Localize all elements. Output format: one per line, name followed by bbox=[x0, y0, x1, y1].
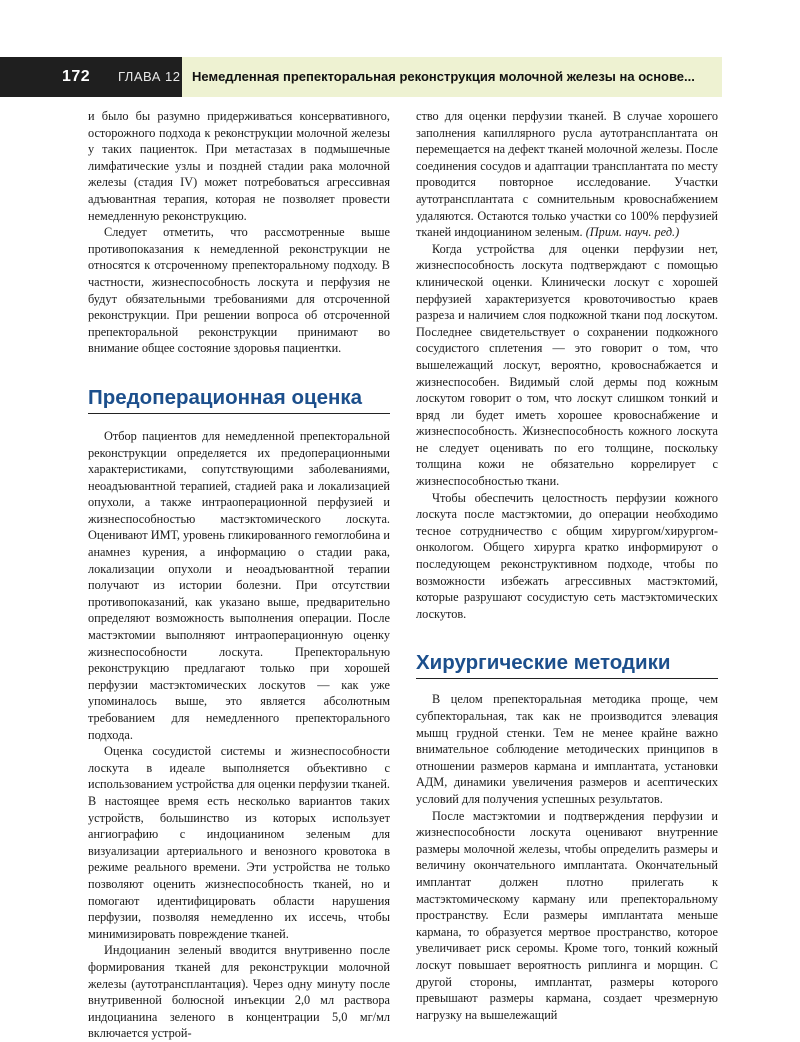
right-column bbox=[416, 108, 718, 1023]
paragraph: и было бы разумно придерживаться консервативного, осторожного подхода к реконструкции молочной железы у таких пациенток. При метастазах в подмышечные лимфатические узлы и поздней стадии рака молочной железы (стадия IV) может потребоваться агрессивная адъювантная терапия, которая не позволяет провести немедленную реконструкцию. bbox=[88, 109, 390, 223]
paragraph: В целом препекторальная методика проще, чем субпекторальная, так как не производится элевация мышц грудной стенки. Тем не менее крайне важно внимательное соблюдение методических принципов в отношении размеров кармана и имплантата, установки АДМ, динамики увеличения размеров и асептических условий для получения успешных результатов. bbox=[416, 692, 718, 806]
paragraph bbox=[416, 108, 718, 241]
paragraph: После мастэктомии и подтверждения перфузии и жизнеспособности лоскута оценивают внутренние размеры молочной железы, чтобы определить размеры и величину окончательного имплантата. Окончательный имплантат должен плотно прилегать к мастэктомическому карману или препекторальному пространству. Если размеры имплантата меньше кармана, то образуется мертвое пространство, которое увеличивает риск серомы. Кроме того, тонкий кожный лоскут повышает вероятность риплинга и морщин. С другой стороны, имплантат, размеры которого превышают размеры кармана, создает чрезмерную нагрузку на вышележащий bbox=[416, 808, 718, 1022]
paragraph: Индоцианин зеленый вводится внутривенно после формирования тканей для реконструкции молочной железы (аутотрансплантация). Через одну минуту после внутривенной болюсной инъекции 2,0 мл раствора индоцианина зеленого в концентрации 5,0 мг/мл включается устрой- bbox=[88, 943, 390, 1041]
paragraph: Чтобы обеспечить целостность перфузии кожного лоскута после мастэктомии, до операции необходимо тесное сотрудничество с общим хирургом/хирургом-онкологом. Общего хирурга кратко информируют о последующем реконструктивном подходе, чтобы по возможности избежать агрессивных мастэктомий, которые разрушают сосудистую сеть мастэктомических лоскутов. bbox=[416, 490, 718, 621]
paragraph: Когда устройства для оценки перфузии нет, жизнеспособность лоскута подтверждают с помощью клинической оценки. Клинически лоскут с хорошей перфузией характеризуется кровоточивостью краев разреза и наличием слоя подкожной ткани под лоскутом. Последнее свидетельствует о сохранении подкожного сосудистого сплетения — это говорит о том, что вышележащий лоскут, вероятно, кровоснабжается и жизнеспособен. Видимый слой дермы под кожным лоскутом говорит о том, что лоскут слишком тонкий и вряд ли будет иметь хорошее кровоснабжение и жизнеспособность. Жизнеспособность кожного лоскута не следует оценивать по его толщине, поскольку толщина кожи не обязательно коррелирует с жизнеспособностью ткани. bbox=[416, 241, 718, 489]
chapter-label: ГЛАВА 12 bbox=[118, 69, 181, 84]
paragraph: Отбор пациентов для немедленной препекторальной реконструкции определяется их предоперационными характеристиками, сопутствующими заболеваниями, неоадъювантной терапией, стадией рака и локализацией опухоли, а также интраоперационной перфузией и жизнеспособностью мастэктомического лоскута. Оценивают ИМТ, уровень гликированного гемоглобина и анамнез курения, а информацию о стадии рака, локализации опухоли и неоадъювантной терапии получают из истории болезни. При отсутствии противопоказаний, как указано выше, предварительно определяют возможность выполнения операции. После мастэктомии выполняют интраоперационную оценку жизнеспособности лоскута. Препекторальную реконструкцию предлагают только при хорошей перфузии мастэктомических лоскутов — как уже упоминалось выше, это является абсолютным требованием для немедленного препекторального подхода. bbox=[88, 428, 390, 742]
paragraph-text: ство для оценки перфузии тканей. В случае хорошего заполнения капиллярного русла аутотрансплантата он перемещается на дефект тканей молочной железы. После соединения сосудов и адаптации трансплантата по месту проводится повторное исследование. Участки аутотрансплантата с сомнительным кровоснабжением удаляются. Остаются только участки со 100% перфузией тканей индоцианином зеленым. bbox=[416, 109, 718, 240]
running-header-dark-tab bbox=[0, 57, 182, 97]
section-heading: Хирургические методики bbox=[416, 650, 718, 679]
editor-note: (Прим. науч. ред.) bbox=[585, 225, 680, 240]
page-number: 172 bbox=[62, 68, 91, 85]
section-heading: Предоперационная оценка bbox=[88, 385, 390, 414]
paragraph: Оценка сосудистой системы и жизнеспособности лоскута в идеале выполняется объективно с использованием устройства для оценки перфузии тканей. В настоящее время есть несколько вариантов таких устройств, большинство из которых использует ангиографию с индоцианином зеленым для визуализации артериального и венозного кровотока в режиме реального времени. Эти устройства не только позволяют оценить жизнеспособность тканей, но и помогают идентифицировать области нарушения перфузии, позволяя немедленно их иссечь, чтобы минимизировать повреждение тканей. bbox=[88, 744, 390, 941]
running-title: Немедленная препекторальная реконструкция молочной железы на основе... bbox=[192, 69, 695, 84]
paragraph: Следует отметить, что рассмотренные выше противопоказания к немедленной реконструкции не относятся к отсроченному препекторальному подходу. В частности, жизнеспособность лоскута и перфузия не будут обязательными требованиями для отсроченной реконструкции. При решении вопроса об отсроченной препекторальной реконструкции принимают во внимание общее состояние здоровья пациентки. bbox=[88, 225, 390, 356]
left-column bbox=[88, 108, 390, 1042]
